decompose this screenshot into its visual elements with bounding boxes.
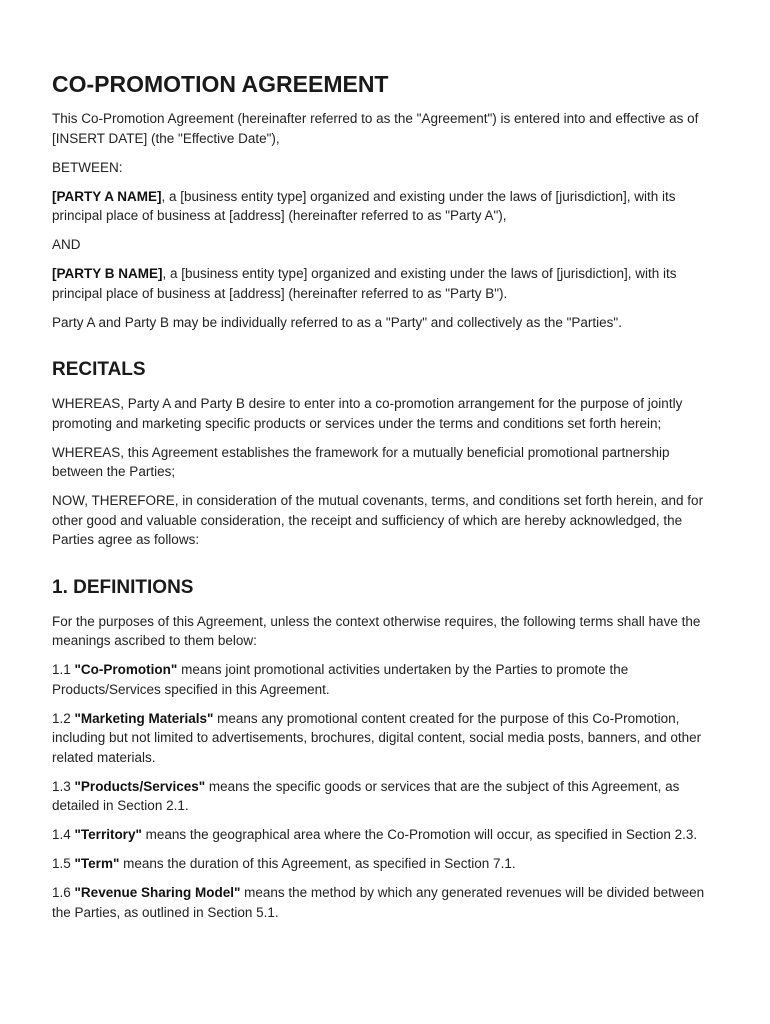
- party-a-text: , a [business entity type] organized and existing under the laws of [jurisdiction], with its principal place of business at [address] (hereinafter referred to as "Party A"),: [52, 188, 676, 223]
- recital-paragraph: WHEREAS, this Agreement establishes the framework for a mutually beneficial promotional partnership between the Parties;: [52, 444, 670, 479]
- party-a-paragraph: [52, 187, 718, 226]
- parties-note: Party A and Party B may be individually referred to as a "Party" and collectively as the "Parties".: [52, 314, 622, 330]
- party-b-paragraph: [52, 264, 718, 303]
- recital-paragraph: WHEREAS, Party A and Party B desire to enter into a co-promotion arrangement for the purpose of jointly promoting and marketing specific products or services under the terms and conditions set forth herein;: [52, 396, 683, 431]
- party-b-name: [PARTY B NAME]: [52, 266, 163, 281]
- definition-text: means the specific goods or services that are the subject of this Agreement, as detailed in Section 2.1.: [52, 778, 680, 813]
- definitions-heading: 1. DEFINITIONS: [52, 576, 194, 598]
- definition-item: [52, 883, 718, 922]
- definition-item: [52, 854, 718, 874]
- definition-term: "Term": [74, 856, 120, 871]
- definition-item: [52, 709, 718, 768]
- definitions-intro: For the purposes of this Agreement, unless the context otherwise requires, the following terms shall have the meanings ascribed to them below:: [52, 613, 701, 648]
- definition-number: 1.1: [52, 662, 75, 677]
- recitals-heading: RECITALS: [52, 359, 146, 380]
- definition-item: [52, 777, 718, 816]
- definition-item: [52, 660, 718, 699]
- between-label: BETWEEN:: [52, 159, 123, 175]
- party-b-text: , a [business entity type] organized and existing under the laws of [jurisdiction], with its principal place of business at [address] (hereinafter referred to as "Party B").: [52, 266, 677, 301]
- definition-text: means the method by which any generated revenues will be divided between the Parties, as outlined in Section 5.1.: [52, 885, 705, 920]
- definition-text: means the geographical area where the Co-Promotion will occur, as specified in Section 2.3.: [141, 827, 698, 842]
- party-a-name: [PARTY A NAME]: [52, 188, 162, 204]
- intro-paragraph: This Co-Promotion Agreement (hereinafter referred to as the "Agreement") is entered into and effective as of [INSERT DATE] (the "Effective Date"),: [52, 111, 699, 146]
- and-label: AND: [52, 237, 81, 252]
- definition-number: 1.3: [52, 778, 75, 794]
- definition-text: means the duration of this Agreement, as specified in Section 7.1.: [119, 856, 516, 871]
- definition-text: means joint promotional activities undertaken by the Parties to promote the Products/Services specified in this Agreement.: [52, 662, 629, 697]
- definition-text: means any promotional content created for the purpose of this Co-Promotion, including but not limited to advertisements, brochures, digital content, social media posts, banners, and other related materials.: [52, 710, 702, 765]
- definition-number: 1.4: [52, 827, 75, 842]
- definition-term: "Territory": [74, 827, 142, 842]
- document-title: CO-PROMOTION AGREEMENT: [52, 71, 389, 97]
- definition-item: [52, 825, 718, 845]
- definition-term: "Co-Promotion": [74, 662, 178, 677]
- definition-number: 1.5: [52, 856, 75, 871]
- definition-term: "Marketing Materials": [74, 710, 214, 726]
- definition-term: "Products/Services": [74, 778, 206, 794]
- definition-number: 1.6: [52, 885, 75, 900]
- recital-paragraph: NOW, THEREFORE, in consideration of the mutual covenants, terms, and conditions set forth herein, and for other good and valuable consideration, the receipt and sufficiency of which are hereby acknowledged, the Parties agree as follows:: [52, 493, 704, 547]
- definition-term: "Revenue Sharing Model": [74, 885, 241, 900]
- definition-number: 1.2: [52, 710, 75, 726]
